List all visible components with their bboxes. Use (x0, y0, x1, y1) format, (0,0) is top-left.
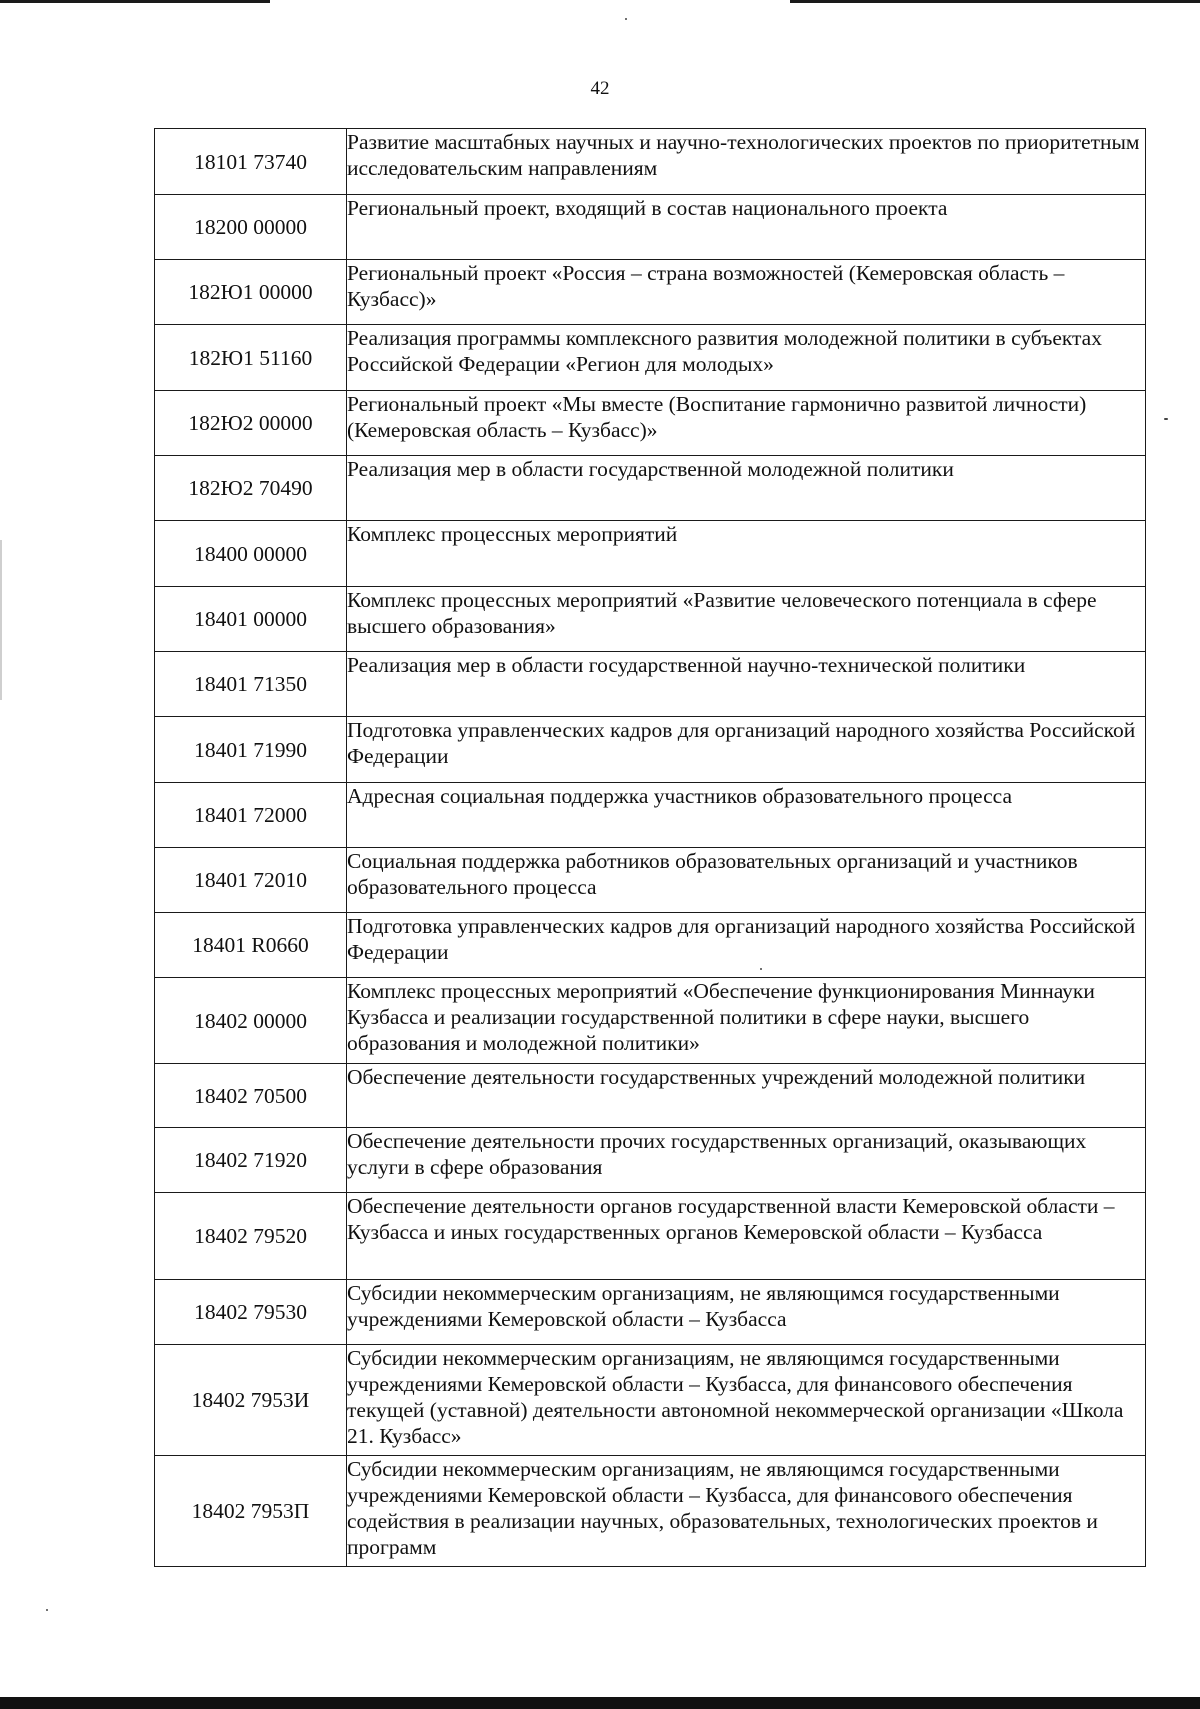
row-description: Субсидии некоммерческим организациям, не являющимся государственными учреждениями Кемеровской области – Кузбасса (347, 1280, 1146, 1345)
row-description: Региональный проект «Мы вместе (Воспитание гармонично развитой личности) (Кемеровская область – Кузбасс)» (347, 391, 1146, 456)
table-row (155, 1064, 1146, 1128)
scan-speck (1164, 418, 1168, 420)
table-row (155, 913, 1146, 978)
table-row (155, 848, 1146, 913)
row-code: 18401 71350 (155, 652, 347, 717)
row-description: Подготовка управленческих кадров для организаций народного хозяйства Российской Федерации (347, 913, 1146, 978)
row-description: Реализация программы комплексного развития молодежной политики в субъектах Российской Федерации «Регион для молодых» (347, 325, 1146, 391)
scan-edge-top-gap (270, 0, 790, 3)
row-code: 18402 79520 (155, 1193, 347, 1280)
row-description: Региональный проект «Россия – страна возможностей (Кемеровская область – Кузбасс)» (347, 260, 1146, 325)
table-row (155, 195, 1146, 260)
scan-speck (46, 1609, 48, 1611)
row-code: 182Ю2 00000 (155, 391, 347, 456)
row-code: 18401 71990 (155, 717, 347, 783)
row-code: 18402 7953П (155, 1456, 347, 1567)
row-code: 18402 00000 (155, 978, 347, 1064)
row-code: 18402 71920 (155, 1128, 347, 1193)
row-code: 182Ю1 00000 (155, 260, 347, 325)
page-number: 42 (590, 78, 610, 99)
row-description: Субсидии некоммерческим организациям, не являющимся государственными учреждениями Кемеровской области – Кузбасса, для финансового обеспечения содействия в реализации научных, образовательных, технологических проектов и программ (347, 1456, 1146, 1567)
table-row (155, 260, 1146, 325)
table-row (155, 456, 1146, 521)
row-description: Обеспечение деятельности прочих государственных организаций, оказывающих услуги в сфере образования (347, 1128, 1146, 1193)
table-row (155, 717, 1146, 783)
scan-edge-bottom (0, 1697, 1200, 1709)
table-row (155, 521, 1146, 587)
row-description: Подготовка управленческих кадров для организаций народного хозяйства Российской Федерации (347, 717, 1146, 783)
table-row (155, 1193, 1146, 1280)
table-row (155, 1280, 1146, 1345)
table-row (155, 391, 1146, 456)
row-code: 18402 70500 (155, 1064, 347, 1128)
row-description: Реализация мер в области государственной молодежной политики (347, 456, 1146, 521)
row-code: 18401 00000 (155, 587, 347, 652)
table-row (155, 129, 1146, 195)
row-description: Региональный проект, входящий в состав национального проекта (347, 195, 1146, 260)
row-description: Обеспечение деятельности государственных учреждений молодежной политики (347, 1064, 1146, 1128)
table-row (155, 783, 1146, 848)
row-description: Комплекс процессных мероприятий «Обеспечение функционирования Миннауки Кузбасса и реализации государственной политики в сфере науки, высшего образования и молодежной политики» (347, 978, 1146, 1064)
scan-speck (625, 18, 627, 20)
row-description: Комплекс процессных мероприятий «Развитие человеческого потенциала в сфере высшего образования» (347, 587, 1146, 652)
row-code: 18401 72010 (155, 848, 347, 913)
row-code: 18400 00000 (155, 521, 347, 587)
row-description: Адресная социальная поддержка участников образовательного процесса (347, 783, 1146, 848)
table-row (155, 652, 1146, 717)
row-description: Развитие масштабных научных и научно-технологических проектов по приоритетным исследовательским направлениям (347, 129, 1146, 195)
row-description: Реализация мер в области государственной научно-технической политики (347, 652, 1146, 717)
row-code: 18402 7953И (155, 1345, 347, 1456)
table-row (155, 587, 1146, 652)
table-row (155, 1128, 1146, 1193)
table-row (155, 325, 1146, 391)
row-description: Комплекс процессных мероприятий (347, 521, 1146, 587)
row-description: Обеспечение деятельности органов государственной власти Кемеровской области – Кузбасса и иных государственных органов Кемеровской области – Кузбасса (347, 1193, 1146, 1280)
row-code: 18401 72000 (155, 783, 347, 848)
budget-classification-table (154, 128, 1146, 1567)
table-row (155, 978, 1146, 1064)
row-code: 182Ю2 70490 (155, 456, 347, 521)
row-code: 18401 R0660 (155, 913, 347, 978)
table-row (155, 1345, 1146, 1456)
row-code: 18402 79530 (155, 1280, 347, 1345)
row-code: 18101 73740 (155, 129, 347, 195)
row-code: 18200 00000 (155, 195, 347, 260)
scan-edge-left (0, 540, 2, 700)
row-description: Субсидии некоммерческим организациям, не являющимся государственными учреждениями Кемеровской области – Кузбасса, для финансового обеспечения текущей (уставной) деятельности автономной некоммерческой организации «Школа 21. Кузбасс» (347, 1345, 1146, 1456)
row-description: Социальная поддержка работников образовательных организаций и участников образовательного процесса (347, 848, 1146, 913)
table-row (155, 1456, 1146, 1567)
row-code: 182Ю1 51160 (155, 325, 347, 391)
